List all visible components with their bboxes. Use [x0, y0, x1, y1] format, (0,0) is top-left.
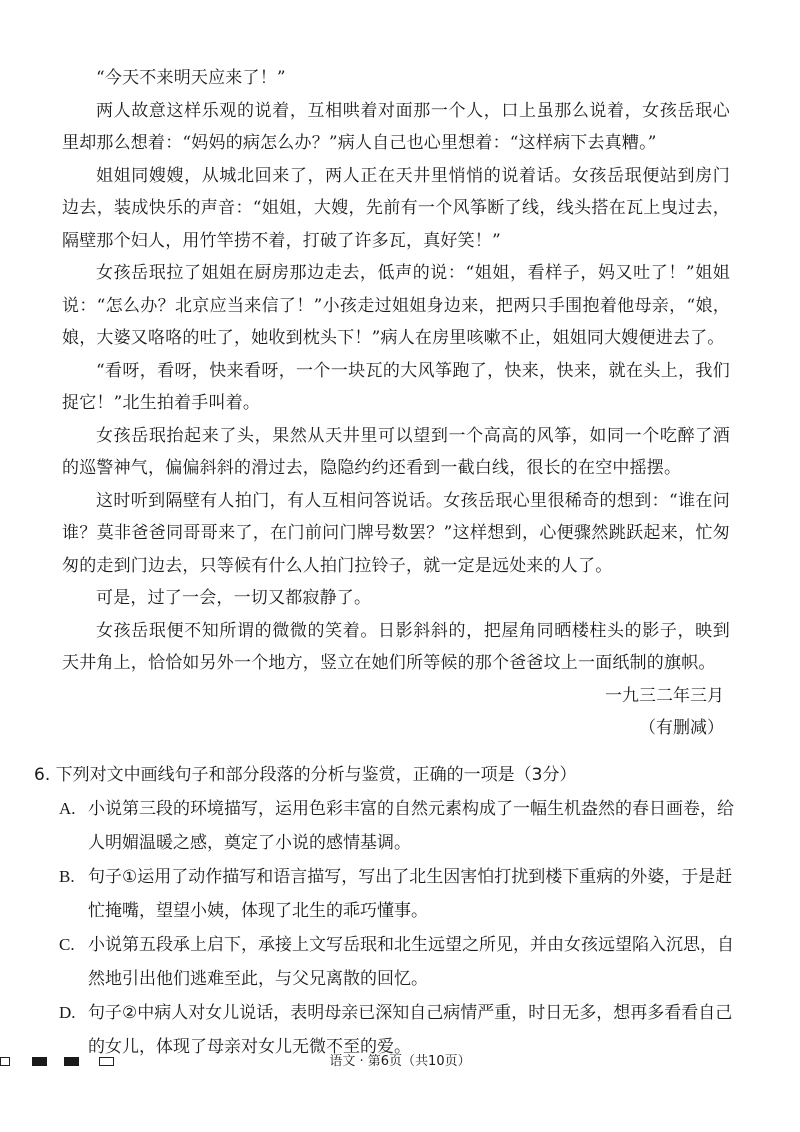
option-letter: B. [59, 867, 75, 886]
passage-note: （有删减） [639, 718, 724, 738]
passage-paragraph-9: 女孩岳珉便不知所谓的微微的笑着。日影斜斜的，把屋角同晒楼柱头的影子，映到天井角上，恰恰如另外一个地方，竖立在她们所等候的那个爸爸坟上一面纸制的旗帜。 [62, 620, 730, 673]
passage-paragraph-6: 女孩岳珉抬起来了头，果然从天井里可以望到一个高高的风筝，如同一个吃醉了酒的巡警神气，偏偏斜斜的滑过去，隐隐约约还看到一截白线，很长的在空中摇摆。 [62, 425, 730, 478]
question-6 [34, 758, 734, 1064]
passage-date: 一九三二年三月 [605, 685, 724, 706]
option-text: 小说第三段的环境描写，运用色彩丰富的自然元素构成了一幅生机盎然的春日画卷，给人明媚温暖之感，奠定了小说的感情基调。 [88, 799, 734, 853]
passage-paragraph-7: 这时听到隔壁有人拍门，有人互相问答说话。女孩岳珉心里很稀奇的想到：“谁在问谁？莫非爸爸同哥哥来了，在门前问门牌号数罢？”这样想到，心便骤然跳跃起来，忙匆匆的走到门边去，只等候有什么人拍门拉铃子，就一定是远处来的人了。 [62, 490, 730, 576]
option-c [34, 928, 734, 996]
page-footer [0, 1052, 800, 1072]
passage-paragraph-3: 姐姐同嫂嫂，从城北回来了，两人正在天井里悄悄的说着话。女孩岳珉便站到房门边去，装成快乐的声音：“姐姐，大嫂，先前有一个风筝断了线，线头搭在瓦上曳过去，隔壁那个妇人，用竹竿捞不着，打破了许多瓦，真好笑！” [62, 165, 730, 251]
passage-paragraph-8: 可是，过了一会，一切又都寂静了。 [96, 588, 372, 608]
option-text: 小说第五段承上启下，承接上文写岳珉和北生远望之所见，并由女孩远望陷入沉思，自然地引出他们逃难至此，与父兄离散的回忆。 [88, 935, 734, 989]
option-b [34, 860, 734, 928]
reading-passage [62, 62, 730, 745]
option-text: 句子①运用了动作描写和语言描写，写出了北生因害怕打扰到楼下重病的外婆，于是赶忙掩嘴，望望小姨，体现了北生的乖巧懂事。 [88, 867, 733, 921]
option-letter: A. [59, 799, 76, 818]
passage-paragraph-2: 两人故意这样乐观的说着，互相哄着对面那一个人，口上虽那么说着，女孩岳珉心里却那么想着：“妈妈的病怎么办？”病人自己也心里想着：“这样病下去真糟。” [62, 100, 730, 153]
option-text: 句子②中病人对女儿说话，表明母亲已深知自己病情严重，时日无多，想再多看看自己的女儿，体现了母亲对女儿无微不至的爱。 [88, 1003, 733, 1057]
passage-paragraph-1: “今天不来明天应来了！” [96, 68, 286, 88]
option-letter: D. [59, 1003, 76, 1022]
question-stem: 6. 下列对文中画线句子和部分段落的分析与鉴赏，正确的一项是（3分） [34, 765, 577, 785]
option-letter: C. [59, 935, 75, 954]
passage-paragraph-5: “看呀，看呀，快来看呀，一个一块瓦的大风筝跑了，快来，快来，就在头上，我们捉它！”北生拍着手叫着。 [62, 360, 730, 413]
page-number: 语文 · 第6页（共10页） [329, 1054, 471, 1069]
option-a [34, 792, 734, 860]
passage-paragraph-4: 女孩岳珉拉了姐姐在厨房那边走去，低声的说：“姐姐，看样子，妈又吐了！”姐姐说：“怎么办？北京应当来信了！”小孩走过姐姐身边来，把两只手围抱着他母亲，“娘，娘，大婆又咯咯的吐了，她收到枕头下！”病人在房里咳嗽不止，姐姐同大嫂便进去了。 [62, 263, 730, 348]
